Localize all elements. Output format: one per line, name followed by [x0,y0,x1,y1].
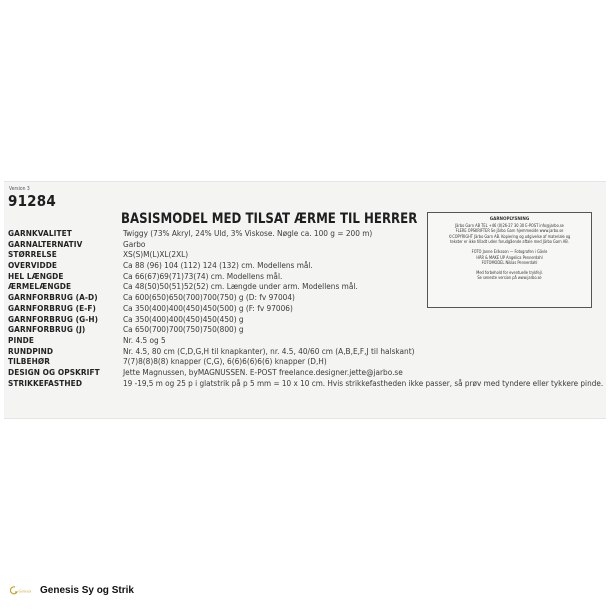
spec-label: GARNFORBRUG (A-D) [8,292,98,303]
spec-label: GARNFORBRUG (J) [8,324,86,335]
info-line: HÅR & MAKE UP Angelica Pennerdahl [476,254,543,260]
yarn-info-box [427,212,592,308]
spec-value: Garbo [123,238,146,249]
spec-value: Nr. 4.5 og 5 [123,334,166,345]
spec-value: 7(7)8(8)8(8) knapper (C,G), 6(6)6(6)6(6) knapper (D,H) [123,356,327,367]
spec-value: XS(S)M(L)XL(2XL) [123,249,189,260]
spec-row [8,335,528,346]
spec-row [8,314,528,325]
info-line: Järbo Garn AB TEL +46 (0)26-27 30 30 E-POST info@jarbo.se [455,222,564,228]
spec-row [8,377,604,389]
spec-value: Ca 66(67)69(71)73(74) cm. Modellens mål. [123,270,283,281]
info-heading: GARNOPLYSNING [489,217,530,222]
spec-label: PINDE [8,334,34,345]
spec-value: Jette Magnussen, byMAGNUSSEN. E-POST freelance.designer.jette@jarbo.se [123,366,403,377]
spec-value: Twiggy (73% Akryl, 24% Uld, 3% Viskose. Nøgle ca. 100 g = 200 m) [123,228,373,238]
info-disclaimer [428,270,591,281]
spec-row [8,356,528,367]
spec-row [8,367,528,378]
spec-label: HEL LÆNGDE [8,270,64,281]
spec-label: ÆRMELÆNGDE [8,281,72,292]
info-line: FOTOMODEL Niklas Pennerdahl [481,260,538,266]
spec-row [8,324,528,335]
spec-value: Ca 350(400)400(450)450(450) g [123,313,244,324]
spec-value: Ca 48(50)50(51)52(52) cm. Længde under arm. Modellens mål. [123,281,358,292]
info-line: FOTO Janne Eriksson — Fotografen i Gävle [471,248,548,254]
logo-text: Genesis [18,588,32,594]
info-line: tekster er ikke tilladt uden forudgående aftale med Järbo Garn AB. [450,239,569,245]
pattern-number: 91284 [8,192,56,210]
spec-label: DESIGN OG OPSKRIFT [8,366,100,377]
store-name: Genesis Sy og Strik [40,585,134,596]
pattern-title: BASISMODEL MED TILSAT ÆRME TIL HERRER [121,211,418,227]
spec-label: GARNFORBRUG (G-H) [8,313,99,324]
spec-label: RUNDPIND [8,345,54,356]
spec-label: GARNFORBRUG (E-F) [8,302,96,313]
info-line: Med forbehold for eventuelle trykfejl. [476,269,543,275]
version-label: Version 3 [9,186,30,192]
info-line: Se seneste version på www.jarbo.se [477,275,542,281]
info-contact [428,223,591,245]
spec-value: Ca 600(650)650(700)700(750) g (D: fv 97004) [123,292,295,303]
info-line: FLERE OPSKRIFTER Se Järbo Garn hjemmeside www.jarbo.se [455,228,564,234]
spec-label: GARNKVALITET [8,228,72,238]
spec-label: STRIKKEFASTHED [8,377,83,388]
info-credits [428,249,591,266]
spec-value: 19 -19,5 m og 25 p i glatstrik på p 5 mm = 10 x 10 cm. Hvis strikkefastheden ikke passer, så prøv med tyndere eller tykkere pinde. [123,377,604,388]
spec-label: OVERVIDDE [8,260,58,271]
spec-value: Ca 350(400)400(450)450(500) g (F: fv 97006) [123,302,293,313]
spec-label: TILBEHØR [8,356,51,367]
spec-label: GARNALTERNATIV [8,238,83,249]
genesis-logo-icon [10,586,32,595]
spec-row [8,346,528,357]
info-line: ©COPYRIGHT Järbo Garn AB. Kopiering og udgivelse af materiale og [448,233,571,239]
spec-value: Nr. 4.5, 80 cm (C,D,G,H til knapkanter), nr. 4.5, 40/60 cm (A,B,E,F,J til halskant) [123,345,415,356]
spec-value: Ca 88 (96) 104 (112) 124 (132) cm. Modellens mål. [123,260,313,271]
spec-label: STØRRELSE [8,249,57,260]
pattern-card [4,181,606,419]
spec-value: Ca 650(700)700(750)750(800) g [123,324,244,335]
